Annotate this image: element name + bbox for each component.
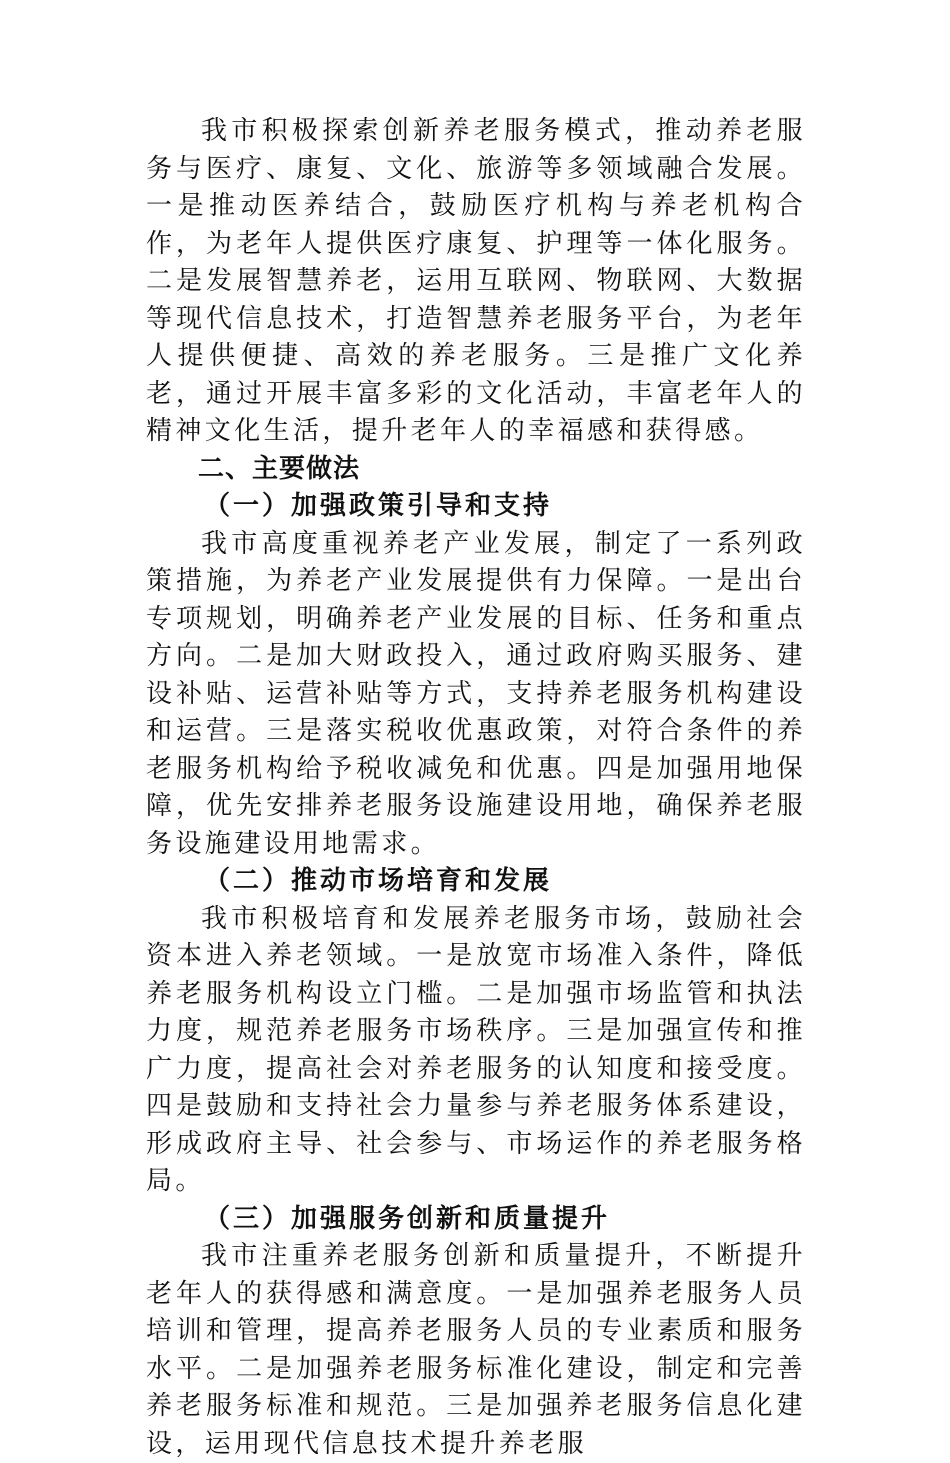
section-heading-main-measures: 二、主要做法	[198, 453, 361, 484]
intro-paragraph: 我市积极探索创新养老服务模式，推动养老服务与医疗、康复、文化、旅游等多领域融合发展。一是推动医养结合，鼓励医疗机构与养老机构合作，为老年人提供医疗康复、护理等一体化服务。二是发展智慧养老，运用互联网、物联网、大数据等现代信息技术，打造智慧养老服务平台，为老年人提供便捷、高效的养老服务。三是推广文化养老，通过开展丰富多彩的文化活动，丰富老年人的精神文化生活，提升老年人的幸福感和获得感。	[146, 116, 806, 446]
market-paragraph: 我市积极培育和发展养老服务市场，鼓励社会资本进入养老领域。一是放宽市场准入条件，降低养老服务机构设立门槛。二是加强市场监管和执法力度，规范养老服务市场秩序。三是加强宣传和推广力度，提高社会对养老服务的认知度和接受度。四是鼓励和支持社会力量参与养老服务体系建设，形成政府主导、社会参与、市场运作的养老服务格局。	[146, 903, 806, 1196]
document-page	[146, 113, 806, 1463]
subheading-service-innovation: （三）加强服务创新和质量提升	[204, 1203, 611, 1234]
service-paragraph: 我市注重养老服务创新和质量提升，不断提升老年人的获得感和满意度。一是加强养老服务人员培训和管理，提高养老服务人员的专业素质和服务水平。二是加强养老服务标准化建设，制定和完善养老服务标准和规范。三是加强养老服务信息化建设，运用现代信息技术提升养老服	[146, 1241, 806, 1459]
policy-paragraph: 我市高度重视养老产业发展，制定了一系列政策措施，为养老产业发展提供有力保障。一是出台专项规划，明确养老产业发展的目标、任务和重点方向。二是加大财政投入，通过政府购买服务、建设补贴、运营补贴等方式，支持养老服务机构建设和运营。三是落实税收优惠政策，对符合条件的养老服务机构给予税收减免和优惠。四是加强用地保障，优先安排养老服务设施建设用地，确保养老服务设施建设用地需求。	[146, 528, 806, 859]
subheading-policy-guidance: （一）加强政策引导和支持	[204, 491, 553, 521]
subheading-market-cultivation: （二）推动市场培育和发展	[204, 866, 553, 896]
